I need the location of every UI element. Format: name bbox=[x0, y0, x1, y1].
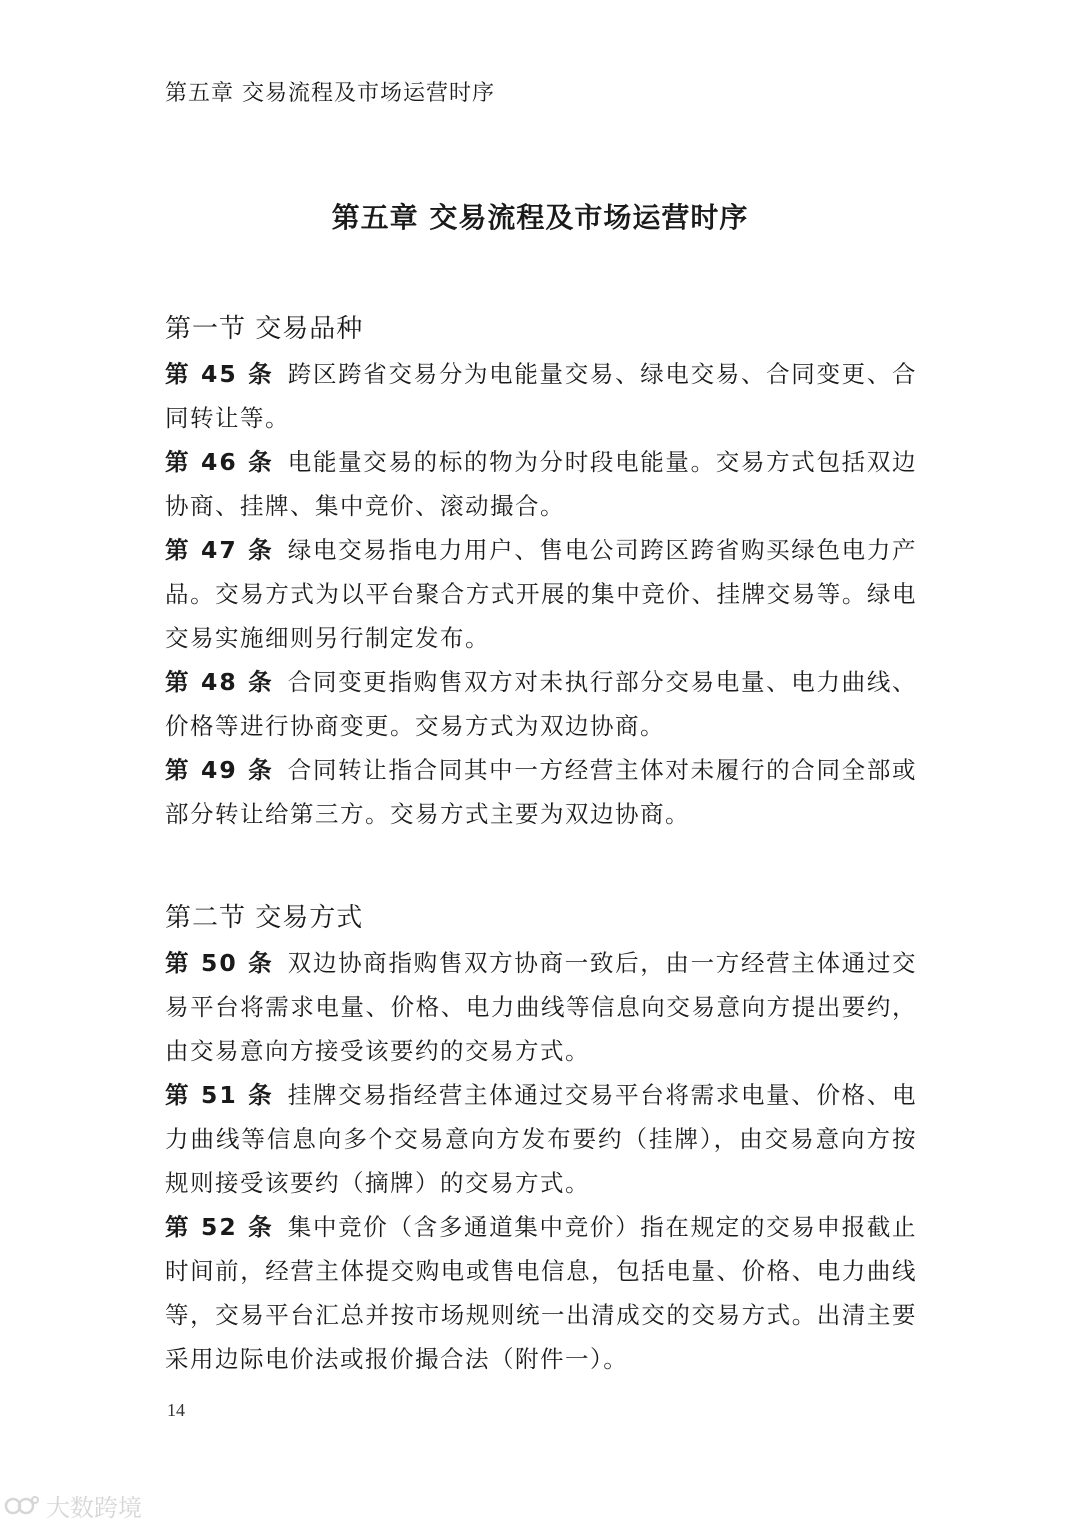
running-header: 第五章 交易流程及市场运营时序 bbox=[165, 81, 495, 106]
section-2 bbox=[165, 898, 917, 1381]
page-number: 14 bbox=[167, 1400, 185, 1420]
article-number: 第 47 条 bbox=[165, 536, 274, 564]
article-number: 第 52 条 bbox=[165, 1213, 274, 1241]
article-number: 第 49 条 bbox=[165, 756, 274, 784]
article-text: 挂牌交易指经营主体通过交易平台将需求电量、价格、电力曲线等信息向多个交易意向方发布要约（挂牌），由交易意向方按规则接受该要约（摘牌）的交易方式。 bbox=[165, 1081, 917, 1197]
article-text: 集中竞价（含多通道集中竞价）指在规定的交易申报截止时间前，经营主体提交购电或售电信息，包括电量、价格、电力曲线等，交易平台汇总并按市场规则统一出清成交的交易方式。出清主要采用边际电价法或报价撮合法（附件一）。 bbox=[165, 1213, 917, 1373]
article-text: 合同变更指购售双方对未执行部分交易电量、电力曲线、价格等进行协商变更。交易方式为双边协商。 bbox=[165, 668, 917, 740]
article-text: 电能量交易的标的物为分时段电能量。交易方式包括双边协商、挂牌、集中竞价、滚动撮合。 bbox=[165, 448, 917, 520]
section-heading: 第一节 交易品种 bbox=[165, 314, 364, 344]
article-52 bbox=[165, 1205, 917, 1381]
article-46 bbox=[165, 440, 917, 528]
brand-logo-icon bbox=[4, 1493, 40, 1519]
article-number: 第 46 条 bbox=[165, 448, 274, 476]
article-51 bbox=[165, 1073, 917, 1205]
article-48 bbox=[165, 660, 917, 748]
article-number: 第 51 条 bbox=[165, 1081, 274, 1109]
section-heading: 第二节 交易方式 bbox=[165, 903, 364, 933]
article-number: 第 50 条 bbox=[165, 949, 274, 977]
article-47 bbox=[165, 528, 917, 660]
article-50 bbox=[165, 941, 917, 1073]
watermark bbox=[4, 1488, 142, 1523]
article-number: 第 45 条 bbox=[165, 360, 274, 388]
article-45 bbox=[165, 352, 917, 440]
article-text: 绿电交易指电力用户、售电公司跨区跨省购买绿色电力产品。交易方式为以平台聚合方式开展的集中竞价、挂牌交易等。绿电交易实施细则另行制定发布。 bbox=[165, 536, 917, 652]
article-49 bbox=[165, 748, 917, 836]
chapter-title: 第五章 交易流程及市场运营时序 bbox=[331, 201, 749, 234]
article-text: 合同转让指合同其中一方经营主体对未履行的合同全部或部分转让给第三方。交易方式主要为双边协商。 bbox=[165, 756, 917, 828]
article-number: 第 48 条 bbox=[165, 668, 274, 696]
article-text: 双边协商指购售双方协商一致后，由一方经营主体通过交易平台将需求电量、价格、电力曲线等信息向交易意向方提出要约，由交易意向方接受该要约的交易方式。 bbox=[165, 949, 917, 1065]
section-1 bbox=[165, 309, 917, 836]
article-text: 跨区跨省交易分为电能量交易、绿电交易、合同变更、合同转让等。 bbox=[165, 360, 917, 432]
watermark-text: 大数跨境 bbox=[46, 1494, 142, 1522]
